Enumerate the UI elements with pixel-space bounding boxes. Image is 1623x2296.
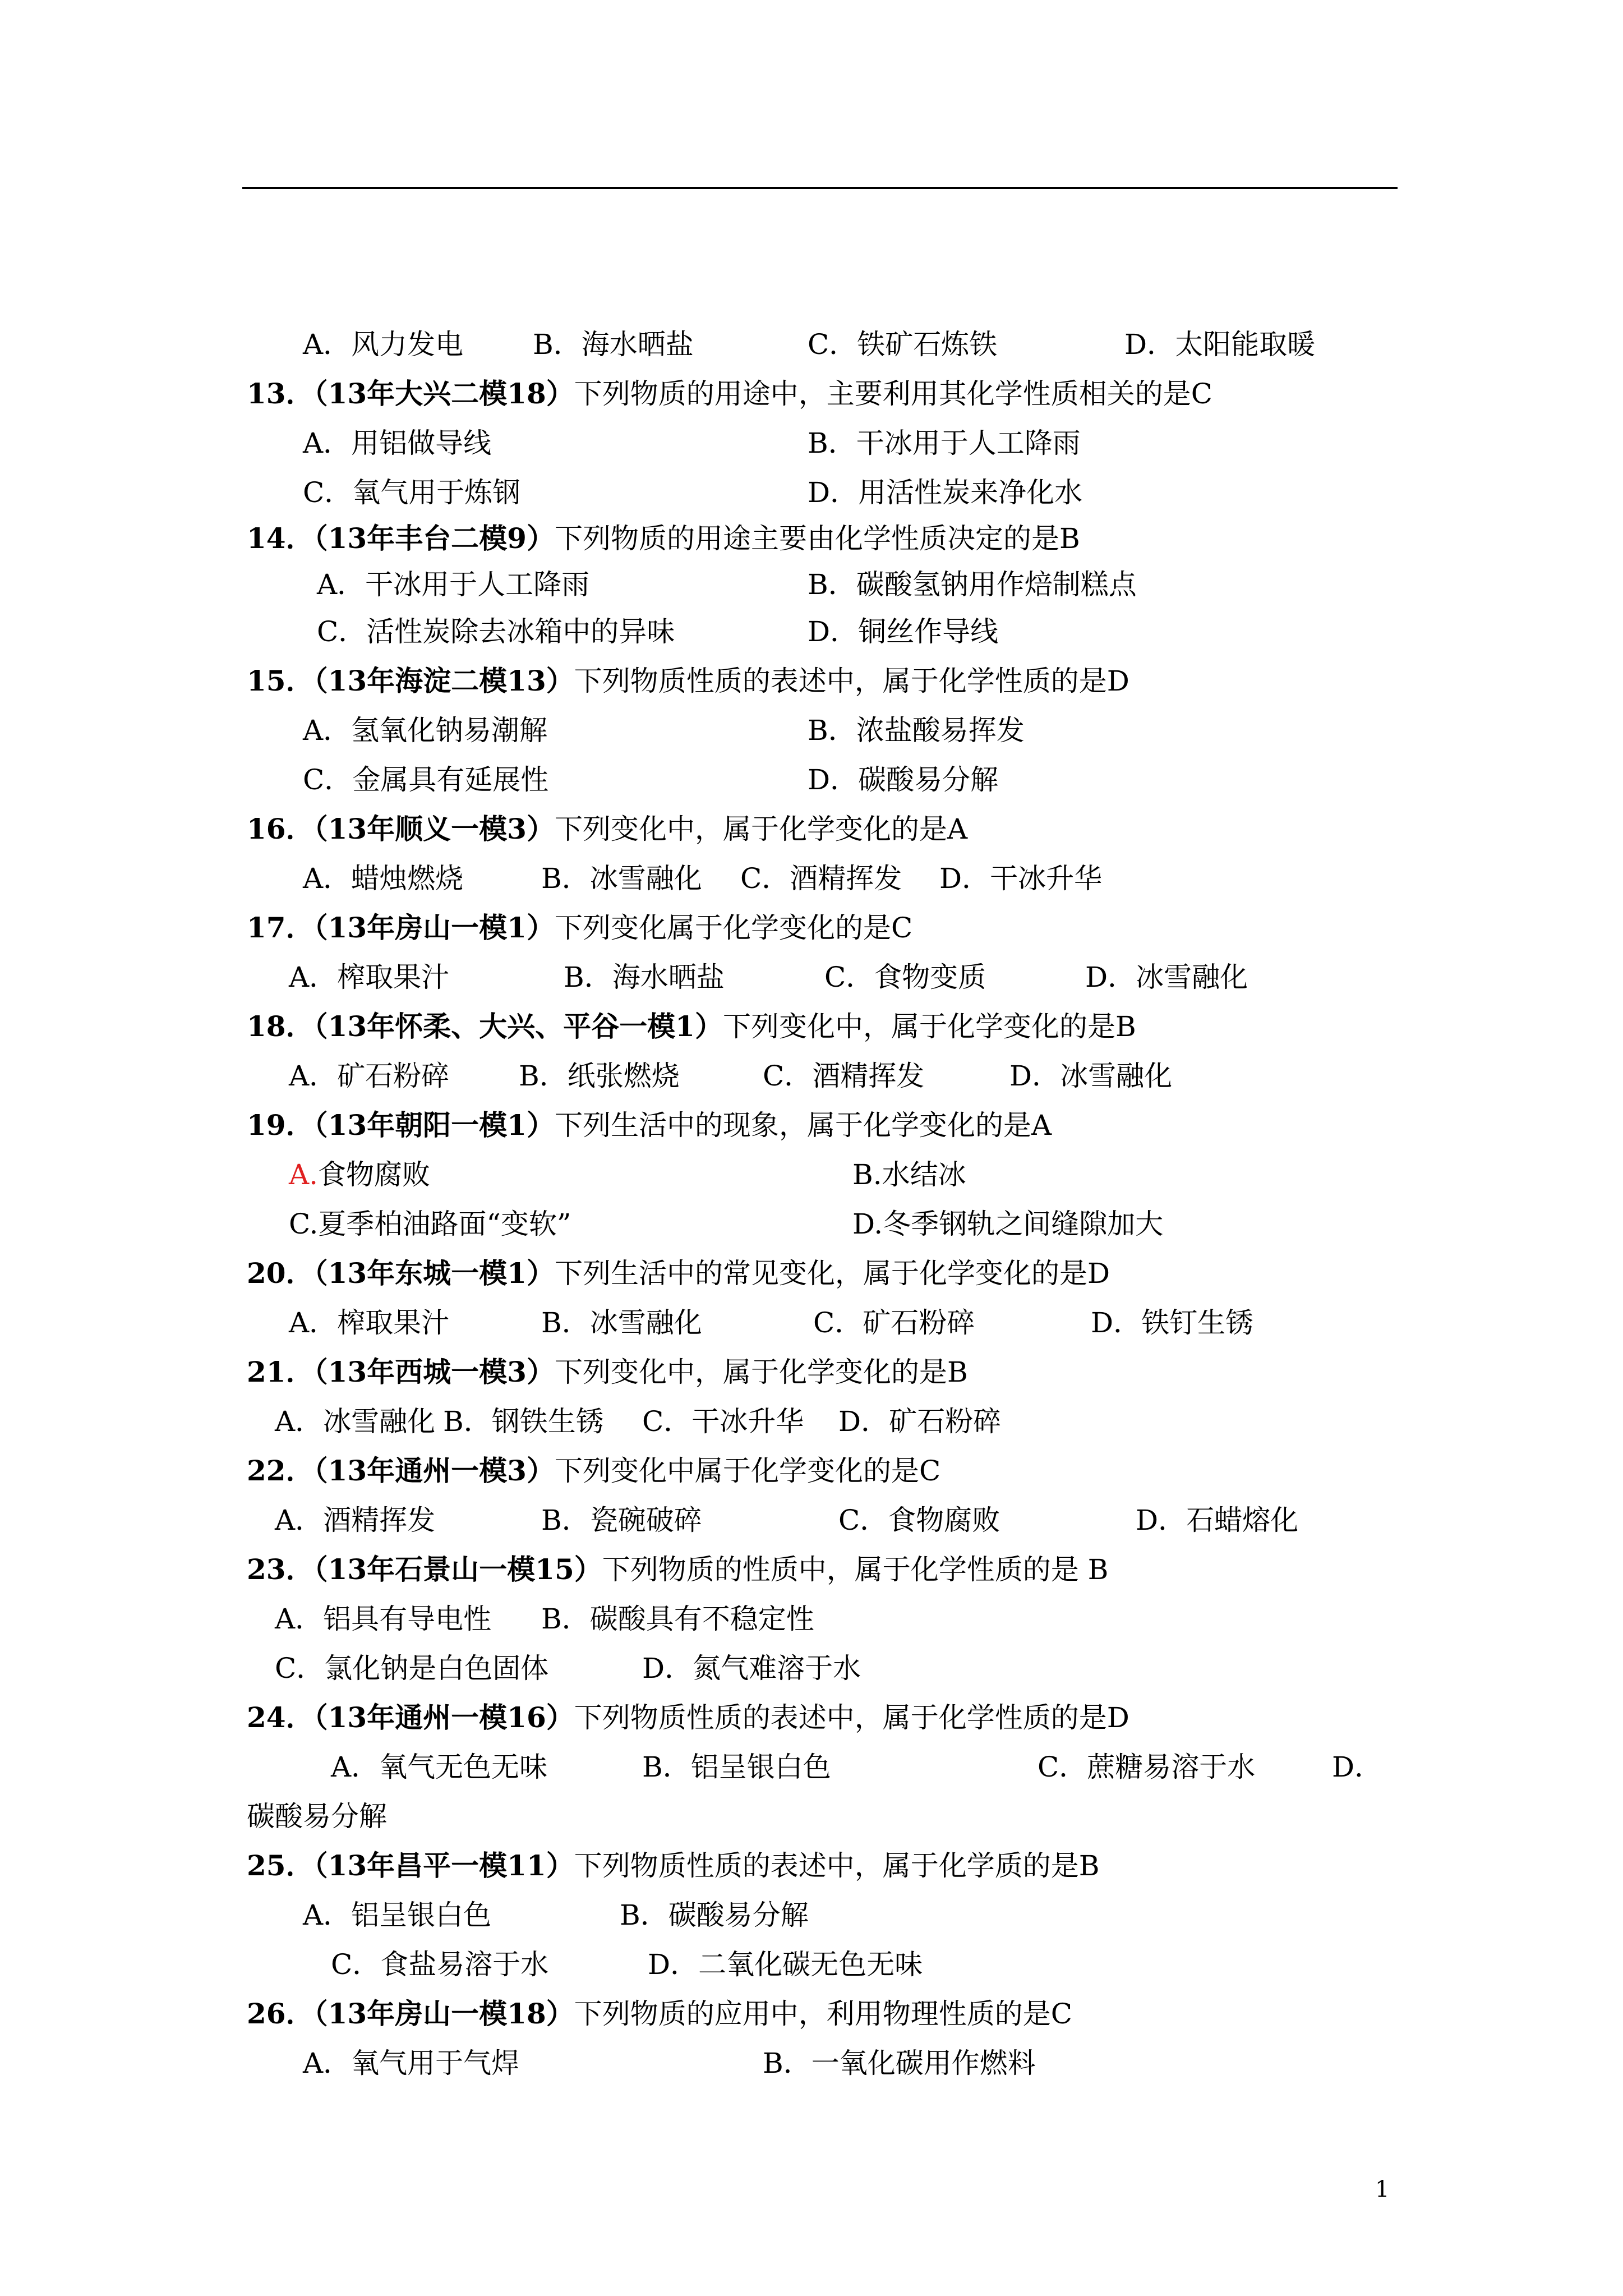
question-17 <box>247 910 912 946</box>
question-number: 20． <box>247 1257 314 1290</box>
option-a: A．蜡烛燃烧 <box>303 862 464 895</box>
question-source: （13年海淀二模13） <box>313 664 574 697</box>
option-b: B．浓盐酸易挥发 <box>808 714 1025 747</box>
question-number: 26． <box>247 1997 314 2030</box>
question-source: （13年大兴二模18） <box>313 377 574 410</box>
option-a: A．氢氧化钠易潮解 <box>303 714 548 747</box>
option-c: C．活性炭除去冰箱中的异味 <box>317 615 675 648</box>
option-b: B．铝呈银白色 <box>642 1751 831 1783</box>
header-rule <box>242 187 1398 189</box>
question-number: 17． <box>247 911 314 944</box>
option-d: D．矿石粉碎 <box>838 1405 1002 1438</box>
option-c: C．金属具有延展性 <box>303 763 549 796</box>
option-c: C．食盐易溶于水 <box>331 1948 549 1981</box>
option-b: B．碳酸氢钠用作焙制糕点 <box>808 568 1137 601</box>
option-a: A．铝具有导电性 <box>275 1603 492 1635</box>
question-source: （13年通州一模16） <box>313 1701 574 1734</box>
option-b: B．钢铁生锈 <box>443 1405 604 1438</box>
question-25 <box>247 1848 1100 1884</box>
option-c: C．蔗糖易溶于水 <box>1038 1751 1256 1783</box>
option-b: B．碳酸易分解 <box>620 1899 809 1931</box>
option-a: A．冰雪融化 <box>275 1405 436 1438</box>
option-d: D．冰雪融化 <box>1009 1060 1173 1092</box>
question-26 <box>247 1996 1072 2032</box>
option-c: C．酒精挥发 <box>763 1060 925 1092</box>
question-source: （13年房山一模1） <box>313 911 555 944</box>
option-d: D．铜丝作导线 <box>808 615 999 648</box>
option-d: D．二氧化碳无色无味 <box>648 1948 923 1981</box>
option-b: B．海水晒盐 <box>564 961 725 993</box>
question-number: 14． <box>247 522 314 555</box>
option-a <box>289 1157 430 1193</box>
option-b: B．碳酸具有不稳定性 <box>541 1603 814 1635</box>
option-d: D．干冰升华 <box>939 862 1103 895</box>
answer-letter: A. <box>289 1158 319 1191</box>
question-18 <box>247 1009 1136 1045</box>
question-stem: 下列物质的性质中，属于化学性质的是 B <box>602 1553 1109 1586</box>
option-b: B．海水晒盐 <box>533 328 694 361</box>
question-stem: 下列生活中的现象，属于化学变化的是A <box>554 1109 1052 1142</box>
question-number: 18． <box>247 1010 314 1043</box>
question-source: （13年朝阳一模1） <box>313 1108 555 1142</box>
option-d-letter: D． <box>1332 1751 1383 1783</box>
option-a: A．干冰用于人工降雨 <box>317 568 590 601</box>
question-13 <box>247 376 1212 412</box>
question-stem: 下列物质性质的表述中，属于化学性质的是D <box>574 1701 1129 1734</box>
question-22 <box>247 1453 940 1489</box>
option-d: D.冬季钢轨之间缝隙加大 <box>852 1208 1164 1240</box>
question-20 <box>247 1255 1110 1291</box>
question-stem: 下列物质的用途主要由化学性质决定的是B <box>554 522 1080 555</box>
option-a: A．矿石粉碎 <box>289 1060 450 1092</box>
question-stem: 下列变化中属于化学变化的是C <box>554 1455 941 1487</box>
question-number: 19． <box>247 1108 314 1142</box>
question-stem: 下列物质的用途中，主要利用其化学性质相关的是C <box>574 378 1213 410</box>
question-source: （13年西城一模3） <box>313 1355 555 1388</box>
question-source: （13年昌平一模11） <box>313 1849 574 1882</box>
question-number: 21． <box>247 1355 314 1388</box>
question-15 <box>247 663 1129 699</box>
question-stem: 下列生活中的常见变化，属于化学变化的是D <box>554 1257 1110 1290</box>
option-a: A．榨取果汁 <box>289 961 450 993</box>
option-text: 食物腐败 <box>318 1158 431 1191</box>
question-number: 24． <box>247 1701 314 1734</box>
question-number: 13． <box>247 377 314 410</box>
option-b: B．冰雪融化 <box>541 1306 702 1339</box>
question-number: 15． <box>247 664 314 697</box>
option-d: D．铁钉生锈 <box>1091 1306 1254 1339</box>
question-stem: 下列变化中，属于化学变化的是A <box>554 813 968 845</box>
option-c: C．矿石粉碎 <box>813 1306 975 1339</box>
option-d-text: 碳酸易分解 <box>247 1800 387 1833</box>
option-a: A．氧气无色无味 <box>331 1751 548 1783</box>
question-number: 22． <box>247 1454 314 1487</box>
question-14 <box>247 521 1080 556</box>
option-c: C.夏季柏油路面“变软” <box>289 1208 571 1240</box>
question-stem: 下列物质的应用中，利用物理性质的是C <box>574 1998 1073 2030</box>
option-c: C．干冰升华 <box>642 1405 804 1438</box>
option-c: C．氯化钠是白色固体 <box>275 1652 549 1685</box>
question-24 <box>247 1700 1129 1736</box>
question-stem: 下列物质性质的表述中，属于化学性质的是D <box>574 665 1129 697</box>
option-b: B．冰雪融化 <box>541 862 702 895</box>
option-d: D．碳酸易分解 <box>808 763 999 796</box>
question-source: （13年通州一模3） <box>313 1454 555 1487</box>
option-d: D．太阳能取暖 <box>1124 328 1316 361</box>
option-b: B.水结冰 <box>852 1158 966 1191</box>
option-d: D．氮气难溶于水 <box>642 1652 861 1685</box>
option-a: A．酒精挥发 <box>275 1504 436 1536</box>
option-d: D．用活性炭来净化水 <box>808 476 1083 509</box>
option-b: B．纸张燃烧 <box>519 1060 680 1092</box>
question-source: （13年丰台二模9） <box>313 522 555 555</box>
question-source: （13年顺义一模3） <box>313 812 555 845</box>
option-b: B．瓷碗破碎 <box>541 1504 702 1536</box>
option-a: A．榨取果汁 <box>289 1306 450 1339</box>
option-b: B．干冰用于人工降雨 <box>808 427 1081 459</box>
option-c: C．食物变质 <box>824 961 986 993</box>
option-a: A．用铝做导线 <box>303 427 492 459</box>
question-23 <box>247 1552 1108 1588</box>
question-number: 16． <box>247 812 314 845</box>
question-number: 23． <box>247 1553 314 1586</box>
option-c: C．食物腐败 <box>838 1504 1000 1536</box>
option-a: A．风力发电 <box>303 328 464 361</box>
question-number: 25． <box>247 1849 314 1882</box>
option-a: A．铝呈银白色 <box>303 1899 492 1931</box>
option-d: D．冰雪融化 <box>1085 961 1248 993</box>
question-source: （13年怀柔、大兴、平谷一模1） <box>313 1010 723 1043</box>
option-a: A．氧气用于气焊 <box>303 2047 520 2079</box>
question-16 <box>247 811 967 847</box>
question-source: （13年房山一模18） <box>313 1997 574 2030</box>
question-source: （13年石景山一模15） <box>313 1553 602 1586</box>
question-19 <box>247 1107 1052 1143</box>
option-c: C．铁矿石炼铁 <box>808 328 998 361</box>
question-21 <box>247 1354 968 1390</box>
question-stem: 下列变化中，属于化学变化的是B <box>554 1356 968 1388</box>
question-stem: 下列物质性质的表述中，属于化学质的是B <box>574 1849 1100 1882</box>
question-stem: 下列变化属于化学变化的是C <box>554 912 913 944</box>
option-c: C．氧气用于炼钢 <box>303 476 521 509</box>
question-stem: 下列变化中，属于化学变化的是B <box>722 1010 1136 1043</box>
option-d: D．石蜡熔化 <box>1136 1504 1299 1536</box>
question-source: （13年东城一模1） <box>313 1257 555 1290</box>
option-c: C．酒精挥发 <box>740 862 902 895</box>
option-b: B．一氧化碳用作燃料 <box>763 2047 1036 2079</box>
page-number: 1 <box>1375 2177 1390 2202</box>
